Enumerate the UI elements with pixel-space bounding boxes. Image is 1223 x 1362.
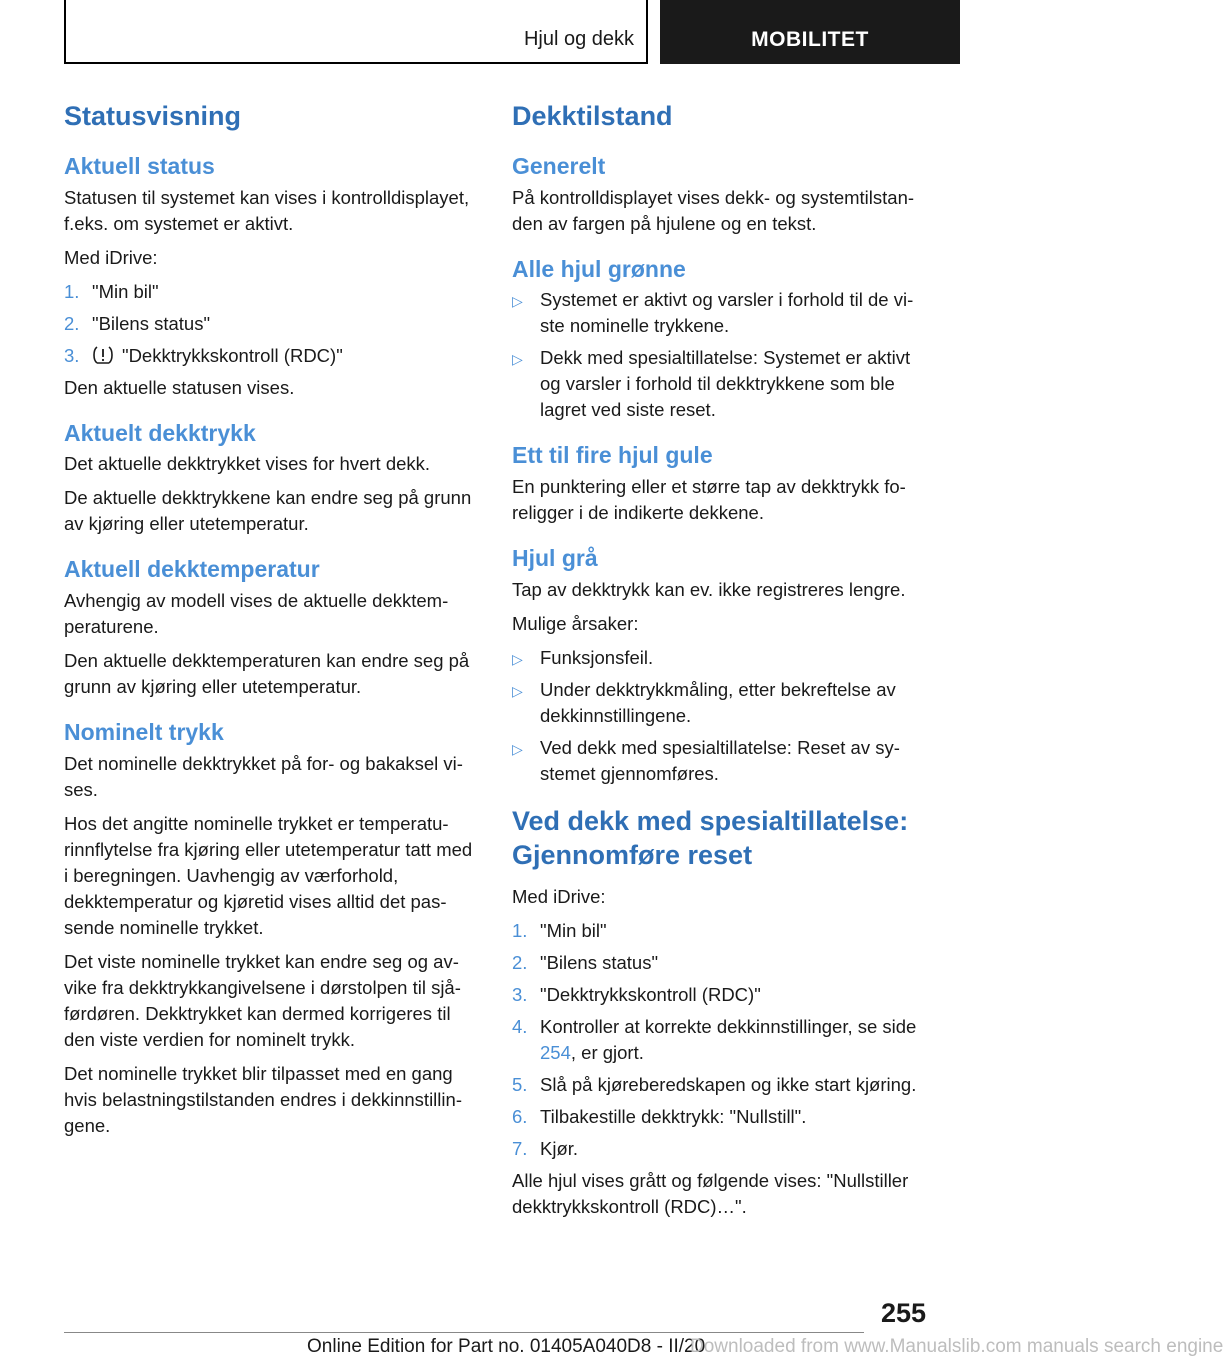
page-number: 255 bbox=[880, 1298, 926, 1328]
triangle-bullet-icon: ▷ bbox=[512, 740, 523, 757]
heading-hjul-gra: Hjul grå bbox=[512, 545, 598, 571]
triangle-bullet-icon: ▷ bbox=[512, 650, 523, 667]
heading-nominelt-trykk: Nominelt trykk bbox=[64, 719, 224, 745]
list-item: ▷ Funksjonsfeil. bbox=[512, 645, 924, 671]
list-item: 2. "Bilens status" bbox=[64, 312, 211, 334]
paragraph: Det viste nominelle trykket kan endre seg og avvike fra dekktrykkangivelsene i dørstolpen til sjåførdøren. Dekktrykket kan dermed korrigeres til den viste verdien for nominelt trykk. bbox=[64, 950, 461, 1050]
paragraph: Det nominelle trykket blir tilpasset med en gang hvis belastningstilstanden endres i dekkinnstillingene. bbox=[64, 1062, 462, 1136]
section-title-dekktilstand: Dekktilstand bbox=[512, 101, 673, 131]
list-item: ▷ Ved dekk med spesialtillatelse: Reset av systemet gjennomføres. bbox=[512, 736, 900, 784]
heading-aktuelt-dekktrykk: Aktuelt dekktrykk bbox=[64, 419, 256, 446]
paragraph: På kontrolldisplayet vises dekk- og systemtilstanden av fargen på hjulene og en tekst. bbox=[512, 186, 915, 234]
paragraph: Den aktuelle dekktemperaturen kan endre seg på grunn av kjøring eller utetemperatur. bbox=[64, 650, 470, 697]
list-item: 5. Slå på kjøreberedskapen og ikke start kjøring. bbox=[512, 1074, 917, 1096]
steps-list bbox=[512, 918, 924, 1162]
list-item: 3. "Dekktrykkskontroll (RDC)" bbox=[64, 344, 343, 366]
right-column bbox=[512, 100, 924, 1228]
chapter-tab: MOBILITET bbox=[660, 0, 960, 64]
footer-edition: Online Edition for Part no. 01405A040D8 - II/20 bbox=[307, 1336, 706, 1357]
heading-generelt: Generelt bbox=[512, 152, 606, 179]
bullet-list bbox=[512, 645, 924, 787]
footer-divider bbox=[64, 1332, 864, 1333]
steps-list bbox=[64, 279, 476, 369]
paragraph: Med iDrive: bbox=[512, 886, 606, 908]
bullet-list bbox=[512, 287, 924, 423]
paragraph: Med iDrive: bbox=[64, 246, 158, 268]
paragraph: Den aktuelle statusen vises. bbox=[64, 376, 295, 398]
list-item: 3. "Dekktrykkskontroll (RDC)" bbox=[512, 984, 761, 1006]
section-title-reset: Ved dekk med spesialtillatelse: Gjennomføre reset bbox=[512, 805, 909, 870]
list-item: 4. Kontroller at korrekte dekkinnstillinger, se side 254, er gjort. bbox=[512, 1016, 917, 1064]
list-item: ▷ Under dekktrykkmåling, etter bekreftelse av dekkinnstillingene. bbox=[512, 678, 896, 726]
list-item: ▷ Systemet er aktivt og varsler i forhold til de viste nominelle trykkene. bbox=[512, 289, 914, 337]
page-reference-link[interactable]: 254 bbox=[540, 1042, 571, 1064]
paragraph: Alle hjul vises grått og følgende vises: "Nullstiller dekktrykkskontroll (RDC)…". bbox=[512, 1170, 909, 1218]
paragraph: Hos det angitte nominelle trykket er temperaturinnflytelse fra kjøring eller utetemperatur tatt med i beregningen. Uavhengig av værforhold, dekktemperatur og kjøretid vises alltid det passende nominelle trykket. bbox=[64, 812, 473, 938]
paragraph: Mulige årsaker: bbox=[512, 612, 639, 634]
paragraph: Tap av dekktrykk kan ev. ikke registreres lengre. bbox=[512, 578, 906, 600]
heading-aktuell-status: Aktuell status bbox=[64, 152, 215, 179]
heading-aktuell-dekktemperatur: Aktuell dekktemperatur bbox=[64, 556, 320, 583]
list-item: 2. "Bilens status" bbox=[512, 952, 659, 974]
list-item: 1. "Min bil" bbox=[64, 280, 159, 302]
tire-pressure-warning-icon bbox=[92, 345, 114, 365]
paragraph: Avhengig av modell vises de aktuelle dekktemperaturene. bbox=[64, 590, 449, 637]
paragraph: De aktuelle dekktrykkene kan endre seg på grunn av kjøring eller utetemperatur. bbox=[64, 487, 472, 535]
footer-watermark: Downloaded from www.Manualslib.com manuals search engine bbox=[690, 1336, 1223, 1357]
heading-ett-til-fire-hjul-gule: Ett til fire hjul gule bbox=[512, 442, 713, 469]
paragraph: Det aktuelle dekktrykket vises for hvert dekk. bbox=[64, 453, 431, 475]
left-column bbox=[64, 100, 476, 1147]
triangle-bullet-icon: ▷ bbox=[512, 351, 523, 368]
header-section-box bbox=[64, 0, 648, 64]
triangle-bullet-icon: ▷ bbox=[512, 293, 523, 310]
list-item: 1. "Min bil" bbox=[512, 920, 607, 942]
section-title: Hjul og dekk bbox=[523, 28, 634, 50]
paragraph: En punktering eller et større tap av dekktrykk foreligger i de indikerte dekkene. bbox=[512, 476, 906, 523]
paragraph: Det nominelle dekktrykket på for- og bakaksel vises. bbox=[64, 752, 463, 800]
heading-alle-hjul-gronne: Alle hjul grønne bbox=[512, 255, 686, 282]
list-item: 6. Tilbakestille dekktrykk: "Nullstill". bbox=[512, 1106, 807, 1128]
list-item: ▷ Dekk med spesialtillatelse: Systemet er aktivt og varsler i forhold til dekktrykkene som ble lagret ved siste reset. bbox=[512, 347, 911, 421]
paragraph: Statusen til systemet kan vises i kontrolldisplayet, f.eks. om systemet er aktivt. bbox=[64, 186, 470, 234]
section-title-statusvisning: Statusvisning bbox=[64, 101, 242, 131]
triangle-bullet-icon: ▷ bbox=[512, 682, 523, 699]
list-item: 7. Kjør. bbox=[512, 1138, 579, 1160]
